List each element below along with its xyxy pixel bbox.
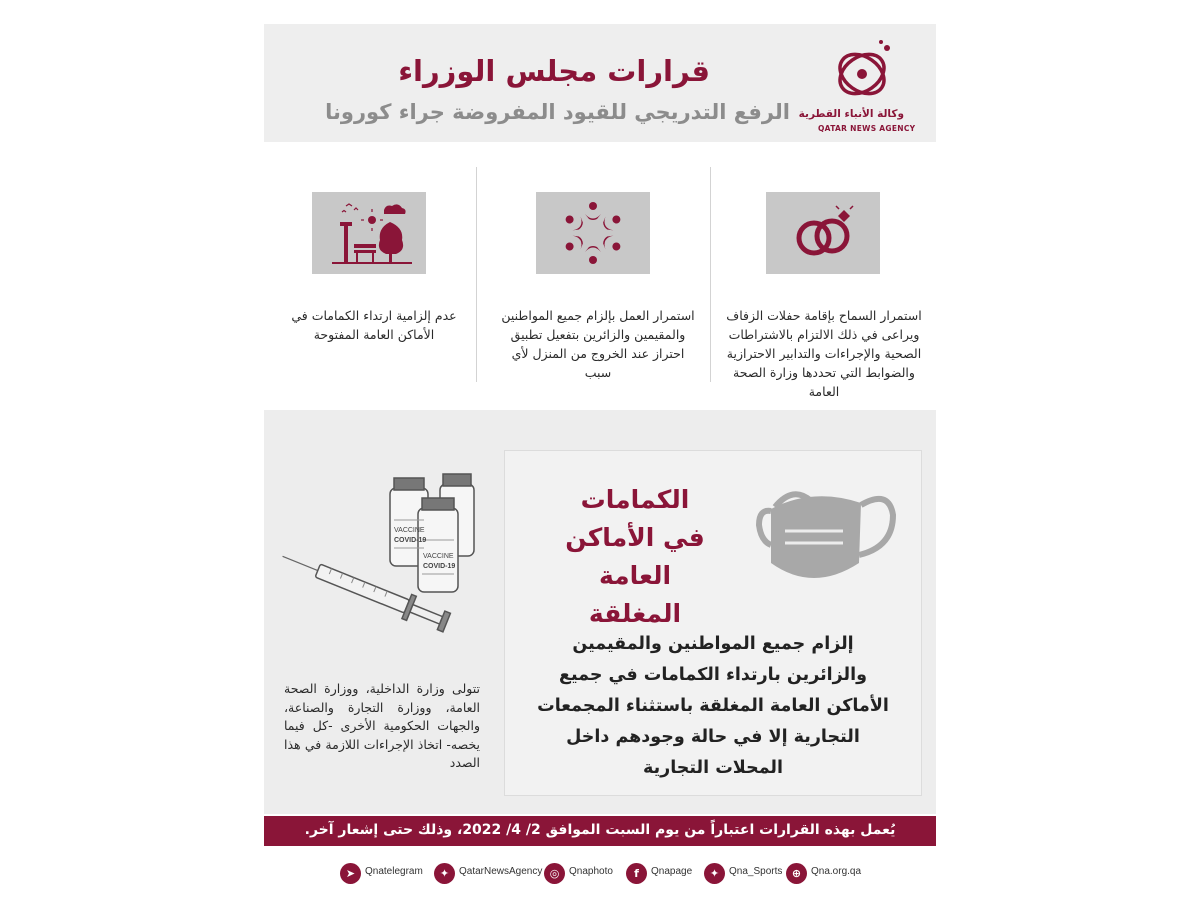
vial-label: COVID-19 [394, 537, 427, 544]
decisions-columns [264, 142, 936, 410]
lower-section [264, 410, 936, 814]
twitter-icon: ✦ [704, 863, 725, 884]
social-label: Qnaphoto [569, 866, 613, 877]
qna-logo[interactable] [798, 38, 916, 134]
vial-label: VACCINE [394, 527, 425, 534]
logo-text-english: QATAR NEWS AGENCY [818, 124, 916, 133]
social-label: QatarNewsAgency [459, 866, 543, 877]
column-divider [710, 167, 711, 382]
instagram-icon: ◎ [544, 863, 565, 884]
vial-label: VACCINE [423, 553, 454, 560]
decision-text: عدم إلزامية ارتداء الكمامات في الأماكن العامة المفتوحة [291, 308, 457, 342]
social-links [340, 862, 860, 886]
wedding-rings-icon [766, 192, 880, 274]
social-label: Qnatelegram [365, 866, 423, 877]
telegram-icon: ➤ [340, 863, 361, 884]
header [264, 24, 936, 142]
mask-heading-line: المغلقة [588, 599, 682, 628]
page-subtitle: الرفع التدريجي للقيود المفروضة جراء كورونا [325, 100, 790, 124]
page-title: قرارات مجلس الوزراء [398, 54, 710, 88]
mask-heading-line: الكمامات [580, 485, 690, 514]
mask-rule-text: إلزام جميع المواطنين والمقيمين والزائرين بارتداء الكمامات في جميع الأماكن العامة المغلقة باستثناء المجمعات التجارية إلا في حالة وجودهم داخل المحلات التجارية [537, 634, 889, 778]
vial-label: COVID-19 [423, 563, 456, 570]
people-circle-icon [536, 192, 650, 274]
infographic [264, 24, 936, 880]
face-mask-icon [753, 479, 899, 601]
social-label: Qna_Sports [729, 866, 783, 877]
decision-weddings [712, 142, 936, 410]
decision-ehteraz [486, 142, 710, 410]
facebook-icon: f [626, 863, 647, 884]
globe-icon: ⊕ [786, 863, 807, 884]
decision-text: استمرار السماح بإقامة حفلات الزفاف ويراعى في ذلك الالتزام بالاشتراطات الصحية والإجراءات والتدابير الاحترازية والضوابط التي تحددها وزارة الصحة العامة [726, 308, 922, 399]
decision-text: استمرار العمل بإلزام جميع المواطنين والمقيمين والزائرين بتفعيل تطبيق احتراز عند الخروج من المنزل لأي سبب [501, 308, 695, 380]
logo-text-arabic: وكالة الأنباء القطرية [798, 108, 904, 120]
social-label: Qnapage [651, 866, 693, 877]
footer-note-bar [264, 816, 936, 846]
vaccine-syringe-icon [276, 470, 486, 654]
mask-heading [535, 481, 735, 633]
decision-open-places [264, 142, 488, 410]
footer-note: يُعمل بهذه القرارات اعتباراً من يوم السبت الموافق 2/ 4/ 2022، وذلك حتى إشعار آخر. [304, 822, 896, 838]
ministry-responsibility-text: تتولى وزارة الداخلية، ووزارة الصحة العامة، ووزارة التجارة والصناعة، والجهات الحكومية الأخرى -كل فيما يخصه- اتخاذ الإجراءات اللازمة في هذا الصدد [284, 681, 480, 770]
mask-card [504, 450, 922, 796]
twitter-icon: ✦ [434, 863, 455, 884]
mask-heading-line: في الأماكن العامة [565, 523, 705, 590]
park-icon [312, 192, 426, 274]
qna-logo-icon [832, 38, 896, 104]
social-label: Qna.org.qa [811, 866, 862, 877]
